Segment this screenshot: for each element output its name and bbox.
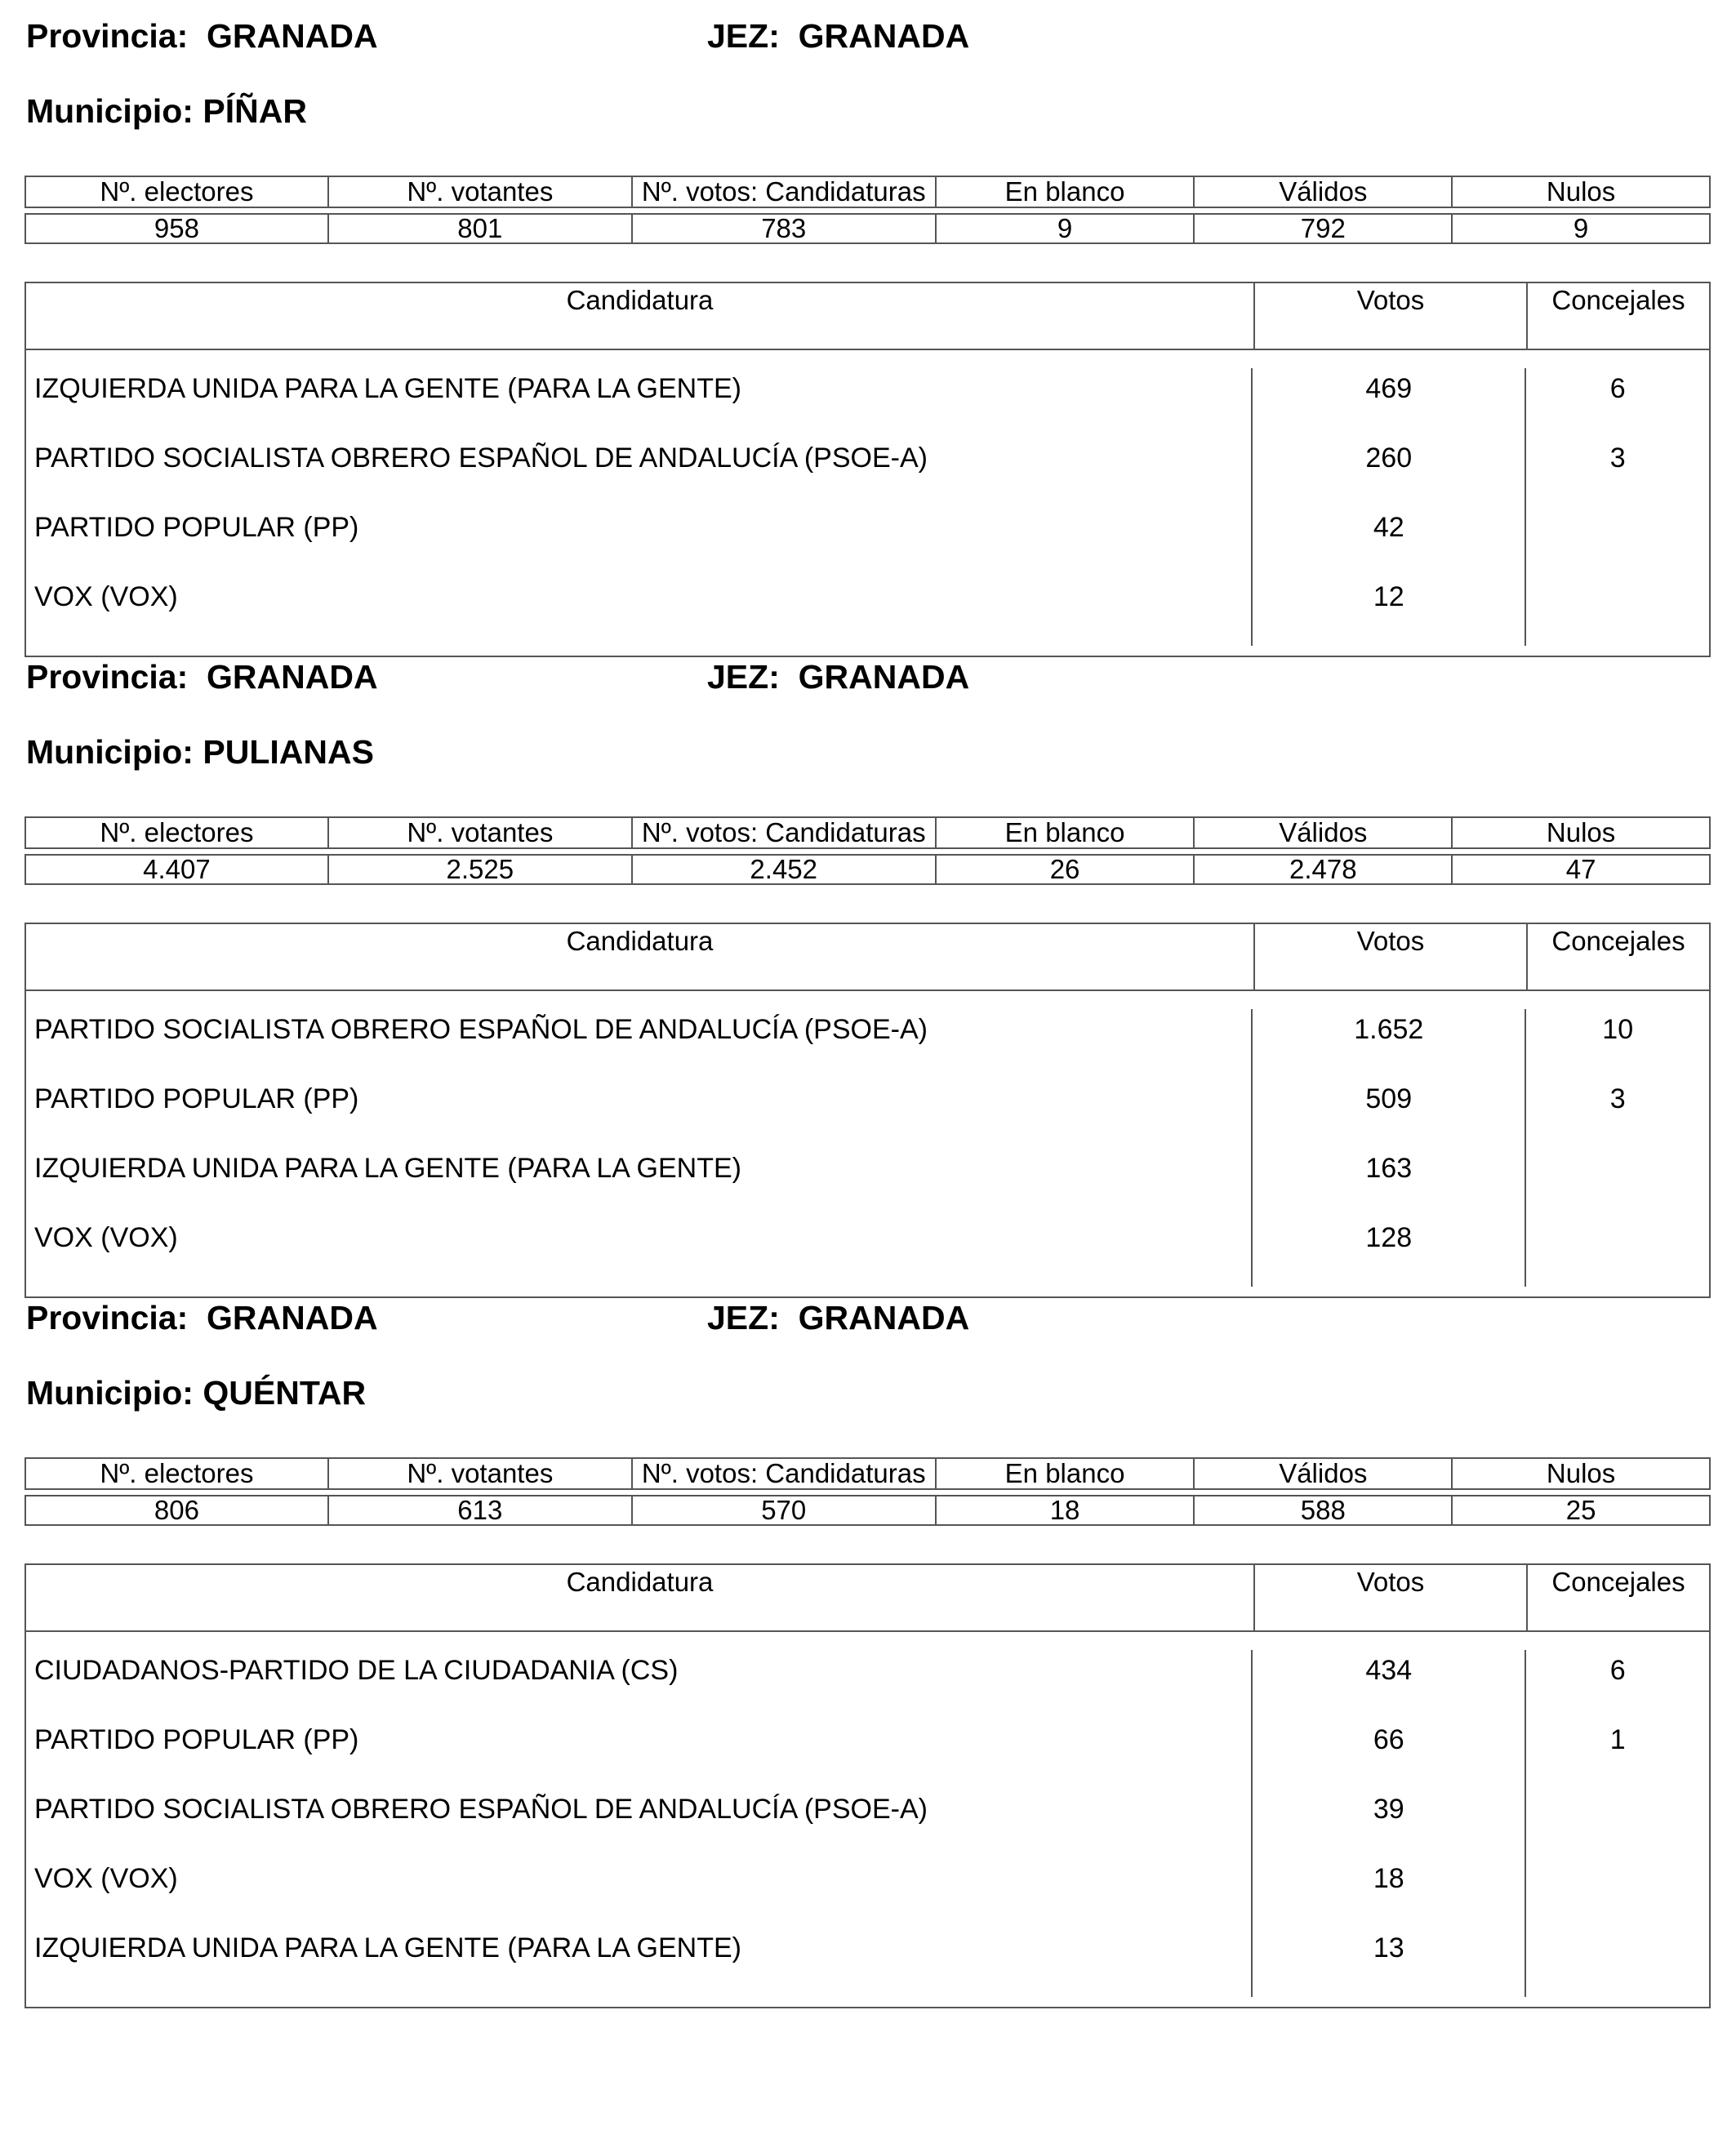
jez-value: GRANADA xyxy=(798,17,970,55)
summary-header-cell: Nº. electores xyxy=(25,176,328,207)
candidaturas-table xyxy=(24,282,1711,657)
candidatura-name: IZQUIERDA UNIDA PARA LA GENTE (PARA LA GENTE) xyxy=(34,1932,741,1963)
votos-header: Votos xyxy=(1253,283,1526,349)
summary-value-cell: 2.525 xyxy=(328,855,632,884)
jez-label: JEZ: xyxy=(707,658,780,696)
summary-header-cell: En blanco xyxy=(936,1458,1195,1489)
candidatura-votos: 434 xyxy=(1251,1650,1525,1719)
municipality-section xyxy=(0,653,1736,1298)
candidatura-votos: 163 xyxy=(1251,1148,1525,1217)
municipio-label: Municipio: xyxy=(26,92,194,130)
candidatura-name: VOX (VOX) xyxy=(34,1222,178,1253)
summary-value-cell: 2.452 xyxy=(632,855,936,884)
jez-heading xyxy=(707,1298,969,1337)
candidatura-votos: 66 xyxy=(1251,1719,1525,1789)
municipio-label: Municipio: xyxy=(26,733,194,771)
concejales-header: Concejales xyxy=(1526,283,1709,349)
candidatura-votos: 42 xyxy=(1251,507,1525,576)
provincia-label: Provincia: xyxy=(26,658,189,696)
candidatura-concejales xyxy=(1525,1789,1709,1858)
candidatura-concejales: 1 xyxy=(1525,1719,1709,1789)
summary-header-cell: Nº. votantes xyxy=(328,817,632,848)
votos-header: Votos xyxy=(1253,924,1526,989)
summary-table xyxy=(24,176,1711,244)
candidatura-name: PARTIDO POPULAR (PP) xyxy=(34,1724,359,1755)
provincia-heading xyxy=(26,16,378,56)
candidatura-concejales xyxy=(1525,1858,1709,1928)
municipality-section xyxy=(0,12,1736,657)
candidatura-name: PARTIDO POPULAR (PP) xyxy=(34,1083,359,1114)
provincia-heading xyxy=(26,657,378,696)
candidatura-concejales: 6 xyxy=(1525,1650,1709,1719)
candidatura-votos: 12 xyxy=(1251,576,1525,646)
candidatura-votos: 260 xyxy=(1251,438,1525,507)
summary-header-cell: Nulos xyxy=(1452,817,1710,848)
municipio-label: Municipio: xyxy=(26,1374,194,1412)
candidatura-row xyxy=(26,1928,1709,1997)
summary-value-cell: 47 xyxy=(1452,855,1710,884)
candidatura-concejales xyxy=(1525,576,1709,646)
summary-header-cell: Nº. votos: Candidaturas xyxy=(632,1458,936,1489)
summary-value-row xyxy=(25,214,1710,243)
candidatura-row xyxy=(26,1858,1709,1928)
summary-header-cell: Nº. votantes xyxy=(328,1458,632,1489)
candidatura-header: Candidatura xyxy=(566,285,714,315)
provincia-value: GRANADA xyxy=(207,17,378,55)
summary-header-cell: Nº. votos: Candidaturas xyxy=(632,817,936,848)
municipio-heading xyxy=(26,732,374,772)
jez-label: JEZ: xyxy=(707,1299,780,1336)
candidatura-concejales xyxy=(1525,1928,1709,1997)
candidatura-header: Candidatura xyxy=(566,1567,714,1597)
candidatura-name: VOX (VOX) xyxy=(34,581,178,612)
votos-header: Votos xyxy=(1253,1565,1526,1630)
candidatura-name: PARTIDO SOCIALISTA OBRERO ESPAÑOL DE ANDALUCÍA (PSOE-A) xyxy=(34,442,928,474)
candidatura-votos: 128 xyxy=(1251,1217,1525,1287)
candidatura-name: IZQUIERDA UNIDA PARA LA GENTE (PARA LA GENTE) xyxy=(34,1153,741,1184)
provincia-label: Provincia: xyxy=(26,17,189,55)
candidatura-name: CIUDADANOS-PARTIDO DE LA CIUDADANIA (CS) xyxy=(34,1655,679,1686)
candidatura-concejales xyxy=(1525,1217,1709,1287)
candidatura-row xyxy=(26,368,1709,438)
candidatura-row xyxy=(26,1217,1709,1287)
jez-heading xyxy=(707,16,969,56)
municipio-value: PÍÑAR xyxy=(203,92,307,130)
summary-value-cell: 792 xyxy=(1194,214,1452,243)
candidatura-votos: 13 xyxy=(1251,1928,1525,1997)
provincia-value: GRANADA xyxy=(207,1299,378,1336)
summary-value-cell: 18 xyxy=(936,1496,1195,1525)
jez-value: GRANADA xyxy=(798,658,970,696)
summary-header-cell: Nulos xyxy=(1452,1458,1710,1489)
candidaturas-header-row xyxy=(26,283,1709,350)
summary-value-cell: 25 xyxy=(1452,1496,1710,1525)
candidatura-votos: 509 xyxy=(1251,1078,1525,1148)
summary-header-cell: Válidos xyxy=(1194,817,1452,848)
provincia-label: Provincia: xyxy=(26,1299,189,1336)
candidatura-name: VOX (VOX) xyxy=(34,1863,178,1894)
candidatura-concejales xyxy=(1525,1148,1709,1217)
jez-value: GRANADA xyxy=(798,1299,970,1336)
summary-value-cell: 26 xyxy=(936,855,1195,884)
candidatura-concejales: 6 xyxy=(1525,368,1709,438)
candidatura-name: PARTIDO POPULAR (PP) xyxy=(34,512,359,543)
summary-header-cell: Válidos xyxy=(1194,1458,1452,1489)
municipality-section xyxy=(0,1294,1736,1963)
summary-value-cell: 958 xyxy=(25,214,328,243)
candidaturas-header-row xyxy=(26,924,1709,991)
municipio-heading xyxy=(26,91,307,131)
candidaturas-table xyxy=(24,923,1711,1298)
candidatura-row xyxy=(26,438,1709,507)
summary-value-cell: 4.407 xyxy=(25,855,328,884)
candidatura-row xyxy=(26,507,1709,576)
summary-value-cell: 801 xyxy=(328,214,632,243)
candidatura-row xyxy=(26,576,1709,646)
candidatura-name: PARTIDO SOCIALISTA OBRERO ESPAÑOL DE ANDALUCÍA (PSOE-A) xyxy=(34,1014,928,1045)
concejales-header: Concejales xyxy=(1526,1565,1709,1630)
candidatura-row xyxy=(26,1650,1709,1719)
summary-value-cell: 9 xyxy=(1452,214,1710,243)
candidatura-votos: 39 xyxy=(1251,1789,1525,1858)
jez-label: JEZ: xyxy=(707,17,780,55)
summary-value-row xyxy=(25,855,1710,884)
candidatura-concejales: 3 xyxy=(1525,1078,1709,1148)
provincia-heading xyxy=(26,1298,378,1337)
summary-value-cell: 613 xyxy=(328,1496,632,1525)
candidaturas-header-row xyxy=(26,1565,1709,1632)
municipio-value: PULIANAS xyxy=(203,733,374,771)
summary-header-cell: En blanco xyxy=(936,176,1195,207)
candidatura-name: IZQUIERDA UNIDA PARA LA GENTE (PARA LA GENTE) xyxy=(34,373,741,404)
summary-header-cell: Nº. votantes xyxy=(328,176,632,207)
candidatura-concejales: 10 xyxy=(1525,1009,1709,1078)
summary-value-cell: 588 xyxy=(1194,1496,1452,1525)
summary-value-cell: 806 xyxy=(25,1496,328,1525)
candidatura-row xyxy=(26,1009,1709,1078)
summary-value-cell: 9 xyxy=(936,214,1195,243)
summary-header-row xyxy=(25,1458,1710,1489)
summary-table xyxy=(24,1457,1711,1526)
summary-header-cell: Nº. votos: Candidaturas xyxy=(632,176,936,207)
candidatura-header: Candidatura xyxy=(566,926,714,956)
candidatura-concejales xyxy=(1525,507,1709,576)
municipio-value: QUÉNTAR xyxy=(203,1374,367,1412)
candidatura-row xyxy=(26,1789,1709,1858)
candidatura-name: PARTIDO SOCIALISTA OBRERO ESPAÑOL DE ANDALUCÍA (PSOE-A) xyxy=(34,1794,928,1825)
candidatura-row xyxy=(26,1148,1709,1217)
concejales-header: Concejales xyxy=(1526,924,1709,989)
candidatura-row xyxy=(26,1719,1709,1789)
summary-table xyxy=(24,816,1711,885)
candidatura-votos: 18 xyxy=(1251,1858,1525,1928)
summary-header-cell: Nulos xyxy=(1452,176,1710,207)
provincia-value: GRANADA xyxy=(207,658,378,696)
candidatura-votos: 469 xyxy=(1251,368,1525,438)
summary-value-row xyxy=(25,1496,1710,1525)
summary-header-cell: En blanco xyxy=(936,817,1195,848)
summary-header-cell: Nº. electores xyxy=(25,817,328,848)
candidatura-concejales: 3 xyxy=(1525,438,1709,507)
summary-header-row xyxy=(25,817,1710,848)
candidatura-row xyxy=(26,1078,1709,1148)
summary-value-cell: 783 xyxy=(632,214,936,243)
jez-heading xyxy=(707,657,969,696)
summary-header-cell: Nº. electores xyxy=(25,1458,328,1489)
candidatura-votos: 1.652 xyxy=(1251,1009,1525,1078)
municipio-heading xyxy=(26,1373,366,1412)
summary-value-cell: 2.478 xyxy=(1194,855,1452,884)
summary-header-row xyxy=(25,176,1710,207)
summary-value-cell: 570 xyxy=(632,1496,936,1525)
summary-header-cell: Válidos xyxy=(1194,176,1452,207)
candidaturas-table xyxy=(24,1563,1711,2008)
